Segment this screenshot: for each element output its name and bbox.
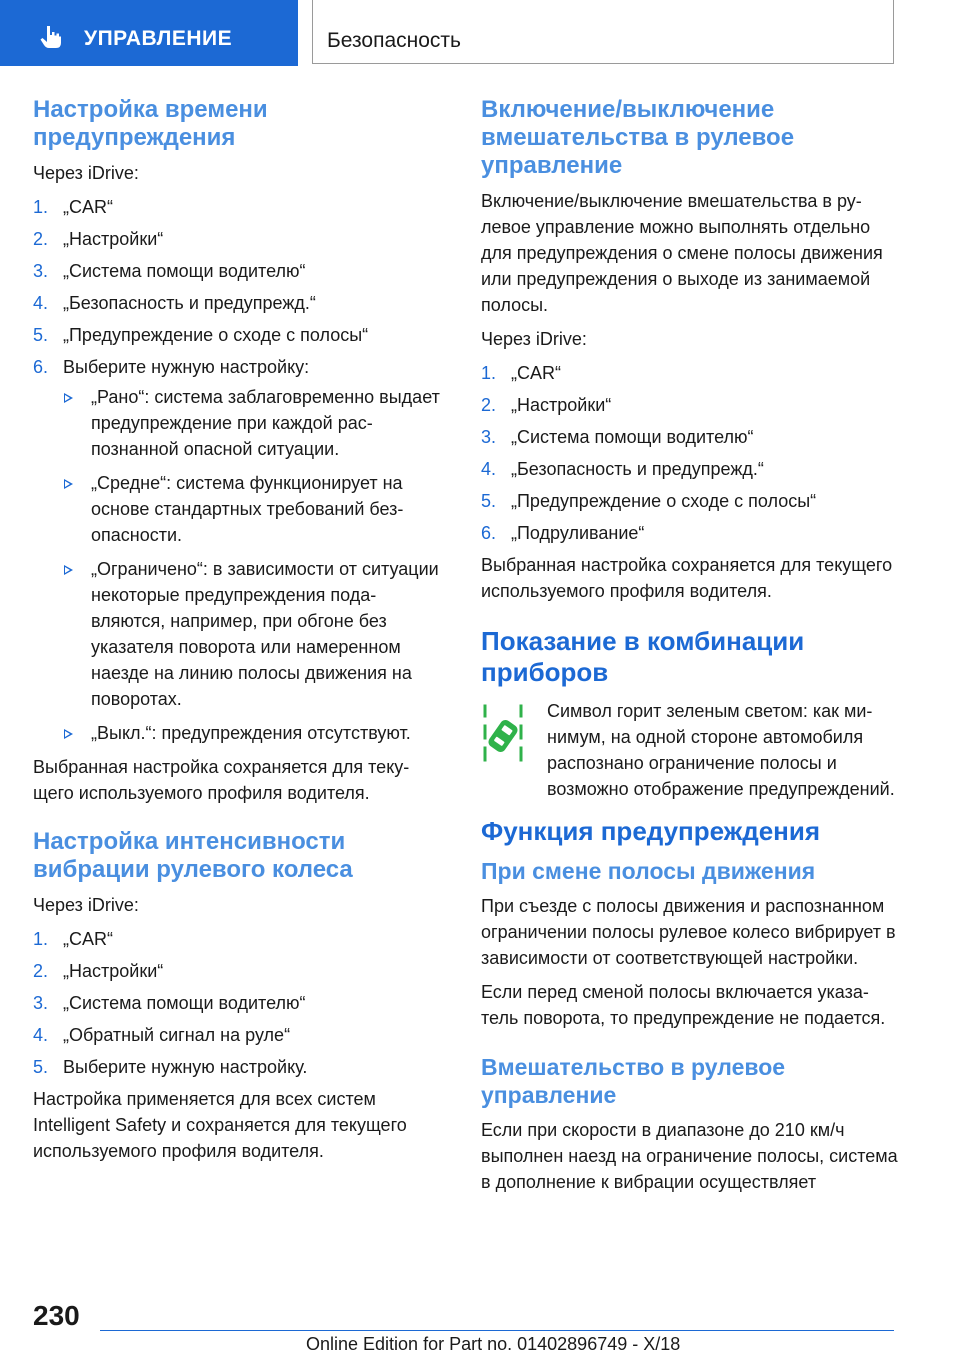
step-number: 3. — [481, 427, 497, 447]
step-number: 1. — [33, 197, 49, 217]
steps-list — [481, 360, 899, 546]
list-item — [33, 226, 441, 252]
step-number: 5. — [33, 325, 49, 345]
paragraph: Выбранная настройка сохраняется для текущего используемого профиля водителя. — [481, 555, 893, 601]
steps-list — [33, 194, 441, 746]
section-title-warning-function: Функция предупреждения — [481, 816, 821, 846]
list-item — [481, 360, 899, 386]
option-text: „Ограничено“: в зависимости от ситуации некоторые предупреждения подавляются, например, при обгоне без указателя поворота или намеренном наезде на линию полосы движения на поворотах. — [91, 559, 439, 709]
page-header — [0, 0, 960, 66]
paragraph: Выбранная настройка сохраняется для текущего используемого профиля водителя. — [33, 757, 410, 803]
option-item — [63, 470, 441, 548]
list-item — [33, 1022, 441, 1048]
right-column — [481, 96, 899, 1203]
triangle-bullet-icon — [64, 479, 73, 489]
list-item — [33, 322, 441, 348]
section-title-instrument-cluster: Показание в комбинации приборов — [481, 626, 805, 687]
step-text: „Обратный сигнал на руле“ — [63, 1025, 291, 1045]
list-item — [33, 354, 441, 746]
triangle-bullet-icon — [64, 393, 73, 403]
idrive-intro: Через iDrive: — [33, 895, 139, 915]
idrive-intro: Через iDrive: — [481, 329, 587, 349]
option-item — [63, 556, 441, 712]
steps-list — [33, 926, 441, 1080]
step-number: 6. — [33, 357, 49, 377]
list-item — [33, 1054, 441, 1080]
topic-tab[interactable] — [312, 0, 894, 64]
page-number: 230 — [33, 1300, 80, 1331]
list-item — [33, 194, 441, 220]
step-text: „Система помощи водителю“ — [63, 261, 306, 281]
step-text: „Предупреждение о сходе с полосы“ — [511, 491, 817, 511]
symbol-description — [481, 698, 899, 802]
list-item — [481, 456, 899, 482]
option-text: „Рано“: система заблаговременно выдает предупреждение при каждой распознанной опасной ситуации. — [91, 387, 440, 459]
paragraph: Включение/выключение вмешательства в рулевое управление можно выполнять отдельно для предупреждения о смене полосы движения или предупреждения о выходе из занимаемой полосы. — [481, 191, 883, 315]
triangle-bullet-icon — [64, 729, 73, 739]
step-number: 5. — [481, 491, 497, 511]
paragraph: Если перед сменой полосы включается указатель поворота, то предупреждение не подается. — [481, 982, 886, 1028]
step-text: „CAR“ — [63, 197, 113, 217]
step-number: 5. — [33, 1057, 49, 1077]
list-item — [33, 290, 441, 316]
list-item — [481, 424, 899, 450]
option-item — [63, 720, 441, 746]
symbol-text: Символ горит зеленым светом: как минимум, на одной стороне автомобиля распознано ограничение полосы и возможно отображение предупреждений. — [547, 701, 895, 799]
left-column — [33, 96, 441, 1172]
step-number: 2. — [33, 229, 49, 249]
step-number: 1. — [481, 363, 497, 383]
edition-label: Online Edition for Part no. 01402896749 - X/18 — [306, 1334, 681, 1354]
section-title-vibration: Настройка интенсивности вибрации рулевого колеса — [33, 828, 353, 883]
step-number: 2. — [481, 395, 497, 415]
step-text: „Предупреждение о сходе с полосы“ — [63, 325, 369, 345]
step-text: „Настройки“ — [511, 395, 612, 415]
step-number: 2. — [33, 961, 49, 981]
triangle-bullet-icon — [64, 565, 73, 575]
section-tab[interactable] — [0, 0, 298, 66]
subsection-title-steering: Вмешательство в рулевое управление — [481, 1054, 786, 1108]
list-item — [481, 520, 899, 546]
step-number: 4. — [33, 293, 49, 313]
option-item — [63, 384, 441, 462]
section-title-warning-time: Настройка времени предупреждения — [33, 96, 268, 151]
options-list — [63, 384, 441, 746]
section-label: УПРАВЛЕНИЕ — [84, 27, 233, 50]
step-number: 4. — [481, 459, 497, 479]
step-text: „Настройки“ — [63, 229, 164, 249]
step-number: 4. — [33, 1025, 49, 1045]
step-number: 3. — [33, 261, 49, 281]
step-text: „Безопасность и предупрежд.“ — [511, 459, 764, 479]
option-text: „Выкл.“: предупреждения отсутствуют. — [91, 723, 411, 743]
lane-departure-icon — [481, 702, 525, 764]
idrive-intro: Через iDrive: — [33, 163, 139, 183]
list-item — [481, 392, 899, 418]
hand-pointer-icon — [38, 24, 64, 50]
list-item — [33, 926, 441, 952]
list-item — [33, 990, 441, 1016]
step-number: 6. — [481, 523, 497, 543]
list-item — [33, 258, 441, 284]
subsection-title-lane-change: При смене полосы движения — [481, 858, 816, 884]
step-text: „Система помощи водителю“ — [511, 427, 754, 447]
section-title-steering-intervention: Включение/выключение вмешательства в рулевое управление — [481, 96, 795, 179]
list-item — [481, 488, 899, 514]
step-text: Выберите нужную настройку: — [63, 357, 310, 377]
step-text: „Безопасность и предупрежд.“ — [63, 293, 316, 313]
step-number: 1. — [33, 929, 49, 949]
step-text: „Настройки“ — [63, 961, 164, 981]
paragraph: Настройка применяется для всех систем Intelligent Safety и сохраняется для текущего используемого профиля водителя. — [33, 1089, 407, 1161]
step-text: „CAR“ — [511, 363, 561, 383]
step-text: „CAR“ — [63, 929, 113, 949]
step-number: 3. — [33, 993, 49, 1013]
step-text: „Система помощи водителю“ — [63, 993, 306, 1013]
step-text: „Подруливание“ — [511, 523, 645, 543]
topic-label: Безопасность — [327, 29, 461, 52]
option-text: „Средне“: система функционирует на основе стандартных требований безопасности. — [91, 473, 404, 545]
footer-divider — [100, 1330, 894, 1331]
paragraph: Если при скорости в диапазоне до 210 км/ч выполнен наезд на ограничение полосы, система в дополнение к вибрации осуществляет — [481, 1120, 898, 1192]
paragraph: При съезде с полосы движения и распознанном ограничении полосы рулевое колесо вибрирует в зависимости от соответствующей настройки. — [481, 896, 896, 968]
list-item — [33, 958, 441, 984]
step-text: Выберите нужную настройку. — [63, 1057, 308, 1077]
